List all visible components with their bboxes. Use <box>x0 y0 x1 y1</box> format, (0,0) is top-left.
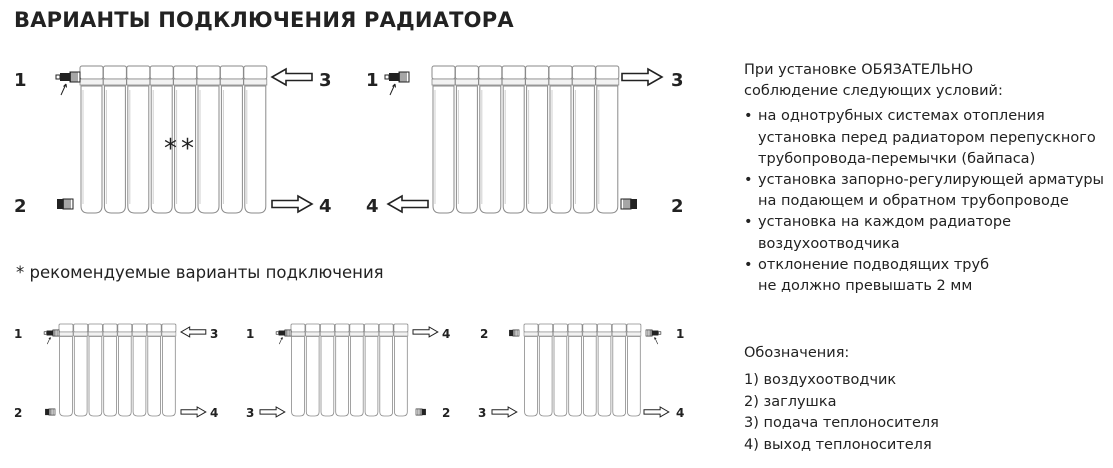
condition-line: воздухоотводчика <box>758 235 900 252</box>
label-1-large-a: 1 <box>14 70 27 91</box>
arrow-return-small-c <box>644 407 669 417</box>
radiator-small-a <box>59 324 176 416</box>
condition-line: • установка запорно-регулирующей арматуры <box>758 172 1104 189</box>
radiator-section <box>80 66 103 213</box>
condition-line: установка перед радиатором перепускного <box>758 129 1096 146</box>
label-4-small-c: 4 <box>676 406 685 420</box>
radiator-section <box>568 324 582 416</box>
radiator-section <box>118 324 132 416</box>
label-2-small-a: 2 <box>14 406 23 420</box>
label-1-small-a: 1 <box>14 327 23 341</box>
label-3-small-a: 3 <box>210 327 219 341</box>
label-4-large-a: 4 <box>319 196 332 217</box>
arrow-return-large-a <box>272 196 312 212</box>
recommended-footnote: * рекомендуемые варианты подключения <box>16 263 384 282</box>
condition-line: • на однотрубных системах отопления <box>758 108 1045 125</box>
label-1-large-b: 1 <box>366 70 379 91</box>
radiator-section <box>103 66 126 213</box>
plug-small-a <box>45 409 55 415</box>
radiator-section <box>612 324 626 416</box>
radiator-section <box>394 324 408 416</box>
radiator-section <box>306 324 320 416</box>
legend-heading: Обозначения: <box>744 345 850 361</box>
conditions-intro <box>744 60 1113 102</box>
plug-small-b <box>416 409 426 415</box>
conditions-intro-line1: При установке ОБЯЗАТЕЛЬНО <box>744 62 974 78</box>
radiator-section <box>379 324 393 416</box>
radiator-section <box>524 324 538 416</box>
condition-item <box>744 255 1113 297</box>
label-1-small-b: 1 <box>246 327 255 341</box>
label-4-small-a: 4 <box>210 406 219 420</box>
air-vent-small-c <box>646 330 661 344</box>
radiator-section <box>627 324 641 416</box>
arrow-supply-large-a <box>272 69 312 85</box>
plug-large-b <box>621 199 637 209</box>
arrow-supply-small-a <box>181 327 206 337</box>
radiator-section <box>572 66 595 213</box>
conditions-list <box>744 106 1113 297</box>
arrow-supply-small-b <box>260 407 285 417</box>
condition-line: не должно превышать 2 мм <box>758 278 973 295</box>
radiator-small-b <box>291 324 408 416</box>
radiator-section <box>197 66 220 213</box>
arrow-return-small-b <box>413 327 438 337</box>
label-4-large-b: 4 <box>366 196 379 217</box>
radiator-section <box>335 324 349 416</box>
radiator-large-b <box>432 66 619 213</box>
radiator-section <box>103 324 117 416</box>
legend-item: 2) заглушка <box>744 393 837 410</box>
radiator-section <box>162 324 176 416</box>
label-3-large-b: 3 <box>671 70 684 91</box>
arrow-return-small-a <box>181 407 206 417</box>
plug-large-a <box>57 199 73 209</box>
radiator-section <box>596 66 619 213</box>
radiator-section <box>598 324 612 416</box>
label-2-large-b: 2 <box>671 196 684 217</box>
label-2-large-a: 2 <box>14 196 27 217</box>
legend-list <box>744 370 939 456</box>
legend <box>744 343 939 456</box>
label-2-small-c: 2 <box>480 327 489 341</box>
installation-conditions <box>744 60 1113 297</box>
radiator-section <box>549 66 572 213</box>
condition-line: на подающем и обратном трубопроводе <box>758 193 1069 210</box>
arrow-supply-small-c <box>492 407 517 417</box>
radiator-section <box>583 324 597 416</box>
legend-item: 3) подача теплоносителя <box>744 415 939 432</box>
legend-item: 4) выход теплоносителя <box>744 436 932 453</box>
radiator-section <box>147 324 161 416</box>
condition-item <box>744 106 1113 170</box>
radiator-section <box>59 324 73 416</box>
radiator-section <box>244 66 267 213</box>
arrow-return-large-b <box>388 196 428 212</box>
condition-line: • установка на каждом радиаторе <box>758 214 1012 231</box>
radiator-section <box>479 66 502 213</box>
radiator-section <box>365 324 379 416</box>
radiator-section <box>553 324 567 416</box>
radiator-section <box>432 66 455 213</box>
label-2-small-b: 2 <box>442 406 451 420</box>
label-3-small-b: 3 <box>246 406 255 420</box>
recommended-mark: ** <box>164 134 198 164</box>
label-1-small-c: 1 <box>676 327 685 341</box>
radiator-section <box>133 324 147 416</box>
legend-item: 1) воздухоотводчик <box>744 372 897 389</box>
label-4-small-b: 4 <box>442 327 451 341</box>
label-3-small-c: 3 <box>478 406 487 420</box>
radiator-section <box>502 66 525 213</box>
condition-line: • отклонение подводящих труб <box>758 256 990 273</box>
radiator-section <box>539 324 553 416</box>
plug-small-c <box>509 330 519 336</box>
radiator-section <box>127 66 150 213</box>
radiator-section <box>220 66 243 213</box>
condition-item <box>744 212 1113 254</box>
air-vent-small-a <box>44 330 59 344</box>
radiator-section <box>74 324 88 416</box>
condition-line: трубопровода-перемычки (байпаса) <box>758 150 1036 167</box>
condition-item <box>744 170 1113 212</box>
air-vent-large-b <box>385 72 409 95</box>
conditions-intro-line2: соблюдение следующих условий: <box>744 83 1003 100</box>
arrow-supply-large-b <box>622 69 662 85</box>
label-3-large-a: 3 <box>319 70 332 91</box>
radiator-section <box>88 324 102 416</box>
radiator-small-c <box>524 324 641 416</box>
page-title: ВАРИАНТЫ ПОДКЛЮЧЕНИЯ РАДИАТОРА <box>14 8 514 32</box>
radiator-section <box>291 324 305 416</box>
radiator-section <box>526 66 549 213</box>
radiator-section <box>455 66 478 213</box>
air-vent-large-a <box>56 72 80 95</box>
radiator-section <box>350 324 364 416</box>
air-vent-small-b <box>276 330 291 344</box>
radiator-section <box>320 324 334 416</box>
